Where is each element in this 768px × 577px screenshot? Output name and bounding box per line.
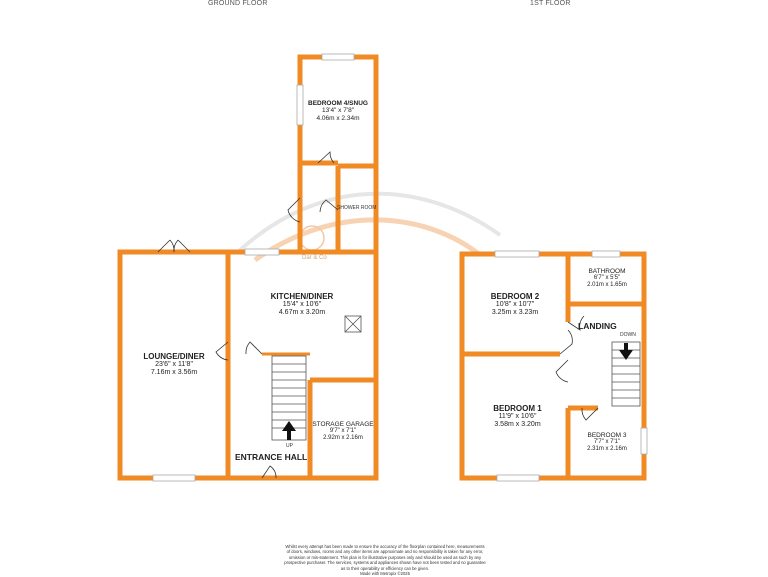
room-imperial: 9'7" x 7'1" [329,428,357,435]
room-name: KITCHEN/DINER [270,292,334,301]
room-imperial: 15'4" x 10'6" [282,301,322,309]
landing-label: LANDING [578,321,617,331]
room-imperial: 6'7" x 5'5" [593,275,621,282]
window [153,475,195,481]
disclaimer-line: of doors, windows, rooms and any other items are approximate and no responsibility is taken for any error, [286,549,484,555]
kitchen-label [252,292,352,317]
ground-floor-title: GROUND FLOOR [208,0,268,7]
disclaimer-line: Whilst every attempt has been made to ensure the accuracy of the floorplan contained here, measurements [285,544,485,549]
first-floor-title: 1ST FLOOR [530,0,571,7]
bedroom3-label [572,432,642,453]
room-metric: 2.01m x 1.65m [587,282,627,289]
disclaimer [270,544,500,577]
door-swing [560,330,572,354]
bedroom1-label [470,404,565,429]
room-name: BEDROOM 2 [490,292,540,301]
room-metric: 2.92m x 2.16m [323,435,363,442]
room-imperial: 7'7" x 7'1" [593,439,621,446]
room-metric: 2.31m x 2.16m [587,446,627,453]
disclaimer-line: prospective purchaser. The services, systems and appliances shown have not been tested and no guarantee [284,560,486,566]
lounge-label [125,352,223,377]
disclaimer-line: Made with Metropix ©2025 [360,571,410,577]
bathroom-label [572,268,642,289]
window [495,251,539,257]
room-name: LOUNGE/DINER [143,352,205,361]
up-label: UP [286,443,293,449]
window [497,475,539,481]
door-swing [246,342,262,354]
window [245,249,279,255]
room-name: BATHROOM [588,268,626,275]
bedroom2-label [470,292,560,317]
garage-label [311,421,375,442]
room-metric: 4.67m x 3.20m [278,309,326,317]
room-name: BEDROOM 4/SNUG [308,100,368,107]
window [592,251,620,257]
shower-room-label: SHOWER ROOM [337,205,377,211]
room-metric: 3.58m x 3.20m [494,421,541,429]
room-imperial: 13'4" x 7'8" [321,107,355,115]
door-swing [556,360,568,382]
room-name: STORAGE GARAGE [312,421,374,428]
down-label: DOWN [620,332,636,338]
skylight [345,316,361,332]
room-imperial: 11'9" x 10'6" [498,413,537,421]
watermark-text: Dar & Co [302,255,327,261]
window [322,54,354,60]
bedroom4-label [300,100,376,122]
disclaimer-line: as to their operability or efficiency can be given. [340,565,430,571]
room-name: BEDROOM 1 [493,404,542,413]
disclaimer-line: omission or mis-statement. This plan is for illustrative purposes only and should be used as such by any [288,554,482,560]
room-metric: 3.25m x 3.23m [491,309,539,317]
room-name: BEDROOM 3 [587,432,627,439]
entrance-hall-label: ENTRANCE HALL [235,452,308,462]
room-metric: 4.06m x 2.34m [316,114,360,122]
room-metric: 7.16m x 3.56m [150,369,198,377]
room-imperial: 10'8" x 10'7" [495,301,535,309]
room-imperial: 23'6" x 11'8" [155,361,193,369]
